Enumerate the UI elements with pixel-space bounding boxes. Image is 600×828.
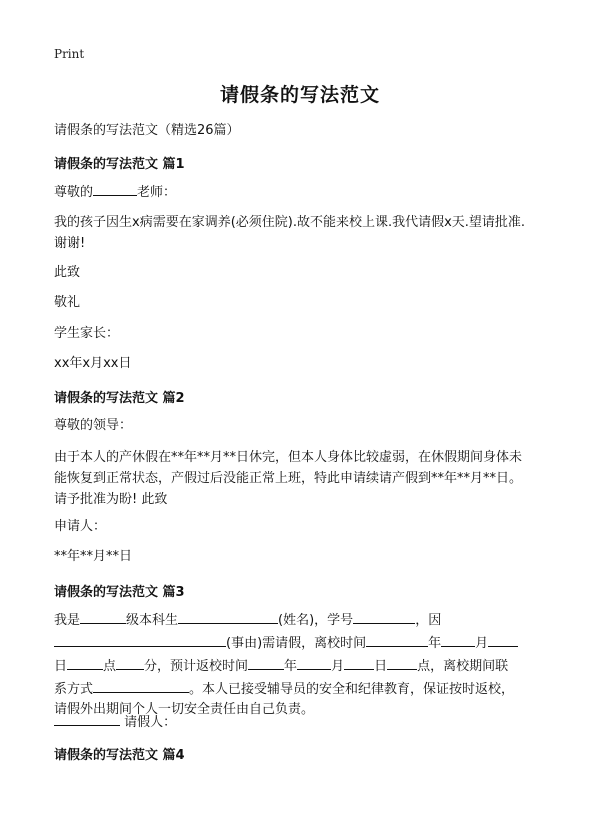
text-year-2: 年 [284,659,298,674]
text-return-time: 分，预计返校时间 [144,659,249,674]
salutation-1 [54,180,546,203]
signer-3-label: 请假人： [124,715,177,730]
text-name-id: (姓名)，学号 [278,613,354,628]
text-i-am: 我是 [54,613,81,628]
date-1: xx年x月xx日 [54,356,132,371]
body-3 [54,608,546,720]
signer-2: 申请人： [54,519,107,534]
section-heading-3: 请假条的写法范文 篇3 [54,585,185,600]
text-month: 月 [475,636,489,651]
text-responsibility: 请假外出期间个人一切安全责任由自己负责。 [54,702,315,717]
text-day: 日 [54,659,68,674]
contact-blank [93,677,189,693]
leave-day-blank [488,631,518,647]
text-contact: 点，离校期间联 [417,659,509,674]
reason-blank [54,631,226,647]
body-1-line-2: 谢谢! [54,236,86,251]
student-name-blank [178,608,278,624]
section-heading-1: 请假条的写法范文 篇1 [54,157,185,172]
text-hour: 点 [103,659,117,674]
salutation-prefix: 尊敬的 [54,185,94,200]
return-month-blank [297,654,331,670]
body-2-line-1: 由于本人的产休假在**年**月**日休完，但本人身体比较虚弱，在休假期间身体未 [54,450,523,465]
leave-month-blank [441,631,475,647]
leave-year-blank [366,631,428,647]
body-1 [54,212,546,254]
date-2: **年**月**日 [54,549,133,564]
closing-2: 敬礼 [54,295,81,310]
section-heading-2: 请假条的写法范文 篇2 [54,391,185,406]
text-because: ，因 [415,613,442,628]
text-pledge: 。本人已接受辅导员的安全和纪律教育，保证按时返校， [189,682,515,697]
return-hour-blank [387,654,417,670]
body-2-line-3: 请予批准为盼! 此致 [54,492,168,507]
grade-blank [80,608,126,624]
section-heading-4: 请假条的写法范文 篇4 [54,748,185,763]
leave-hour-blank [67,654,103,670]
body-2 [54,447,546,510]
body-2-line-2: 能恢复到正常状态，产假过后没能正常上班，特此申请续请产假到**年**月**日。 [54,471,523,486]
signer-3 [54,710,546,733]
return-day-blank [344,654,374,670]
document-subtitle: 请假条的写法范文（精选26篇） [54,123,240,138]
text-undergrad: 级本科生 [126,613,179,628]
page-title: 请假条的写法范文 [219,84,380,106]
salutation-suffix: 老师： [137,185,177,200]
body-1-line-1: 我的孩子因生x病需要在家调养(必须住院).故不能来校上课.我代请假x天.望请批准. [54,215,526,230]
leave-minute-blank [116,654,144,670]
text-reason-leave: (事由)需请假，离校时间 [226,636,367,651]
student-id-blank [353,608,415,624]
salutation-2: 尊敬的领导： [54,418,133,433]
return-year-blank [248,654,284,670]
print-link[interactable]: Print [54,47,85,61]
text-year: 年 [428,636,442,651]
name-blank [93,180,137,196]
closing-1: 此致 [54,265,81,280]
text-day-2: 日 [374,659,388,674]
signer-1: 学生家长： [54,326,120,341]
text-contact-method: 系方式 [54,682,94,697]
text-month-2: 月 [331,659,345,674]
signer-blank [54,710,120,726]
